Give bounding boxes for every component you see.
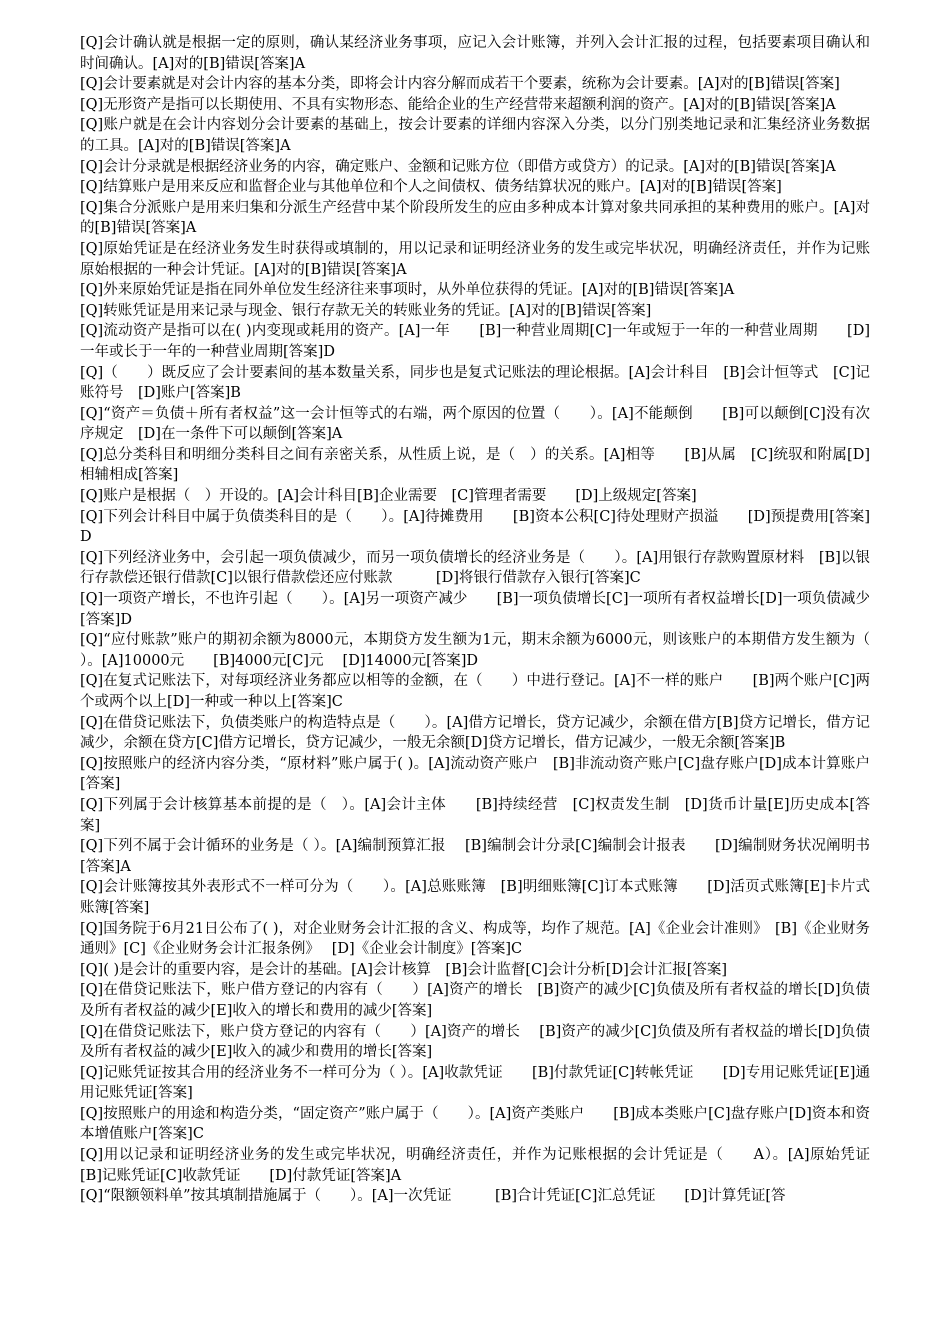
question-paragraph: [Q]会计分录就是根据经济业务的内容，确定账户、金额和记账方位（即借方或贷方）的记录。[A]对的[B]错误[答案]A xyxy=(80,158,836,175)
question-paragraph: [Q]记账凭证按其合用的经济业务不一样可分为（ ）。[A]收款凭证 [B]付款凭证[C]转帐凭证 [D]专用记账凭证[E]通用记账凭证[答案] xyxy=(80,1064,870,1102)
question-paragraph: [Q]按照账户的用途和构造分类，“固定资产”账户属于（ ）。[A]资产类账户 [B]成本类账户[C]盘存账户[D]资本和资本增值账户[答案]C xyxy=(80,1105,870,1143)
question-paragraph: [Q]集合分派账户是用来归集和分派生产经营中某个阶段所发生的应由多种成本计算对象共同承担的某种费用的账户。[A]对的[B]错误[答案]A xyxy=(80,199,870,237)
question-paragraph: [Q]在复式记账法下，对每项经济业务都应以相等的金额，在（ ）中进行登记。[A]不一样的账户 [B]两个账户[C]两个或两个以上[D]一种或一种以上[答案]C xyxy=(80,673,870,710)
question-paragraph: [Q]在借贷记账法下，负债类账户的构造特点是（ ）。[A]借方记增长，贷方记减少，余额在借方[B]贷方记增长，借方记减少，余额在贷方[C]借方记增长，贷方记减少，一般无余额[D]贷方记增长，借方记减少，一般无余额[答案]B xyxy=(80,714,870,752)
question-paragraph: [Q]无形资产是指可以长期使用、不具有实物形态、能给企业的生产经营带来超额利润的资产。[A]对的[B]错误[答案]A xyxy=(80,96,836,113)
question-paragraph: [Q]“资产＝负债＋所有者权益”这一会计恒等式的右端，两个原因的位置（ ）。[A]不能颠倒 [B]可以颠倒[C]没有次序规定 [D]在一条件下可以颠倒[答案]A xyxy=(80,405,870,443)
question-paragraph: [Q]下列会计科目中属于负债类科目的是（ ）。[A]待摊费用 [B]资本公积[C]待处理财产损溢 [D]预提费用[答案]D xyxy=(80,508,870,546)
question-paragraph: [Q]原始凭证是在经济业务发生时获得或填制的，用以记录和证明经济业务的发生或完毕状况，明确经济责任，并作为记账原始根据的一种会计凭证。[A]对的[B]错误[答案]A xyxy=(80,240,870,278)
question-paragraph: [Q]在借贷记账法下，账户借方登记的内容有（ ）[A]资产的增长 [B]资产的减少[C]负债及所有者权益的增长[D]负债及所有者权益的减少[E]收入的增长和费用的减少[答案] xyxy=(80,982,870,1019)
question-paragraph: [Q]在借贷记账法下，账户贷方登记的内容有（ ）[A]资产的增长 [B]资产的减少[C]负债及所有者权益的增长[D]负债及所有者权益的减少[E]收入的减少和费用的增长[答案] xyxy=(80,1023,870,1061)
question-paragraph: [Q]会计要素就是对会计内容的基本分类，即将会计内容分解而成若干个要素，统称为会计要素。[A]对的[B]错误[答案] xyxy=(80,76,840,93)
question-paragraph: [Q]外来原始凭证是指在同外单位发生经济往来事项时，从外单位获得的凭证。[A]对的[B]错误[答案]A xyxy=(80,282,735,299)
question-paragraph: [Q]( )是会计的重要内容，是会计的基础。[A]会计核算 [B]会计监督[C]会计分析[D]会计汇报[答案] xyxy=(80,961,728,978)
question-paragraph: [Q]结算账户是用来反应和监督企业与其他单位和个人之间债权、债务结算状况的账户。[A]对的[B]错误[答案] xyxy=(80,179,782,196)
question-paragraph: [Q]会计账簿按其外表形式不一样可分为（ ）。[A]总账账簿 [B]明细账簿[C]订本式账簿 [D]活页式账簿[E]卡片式账簿[答案] xyxy=(80,879,870,916)
question-paragraph: [Q]用以记录和证明经济业务的发生或完毕状况，明确经济责任，并作为记账根据的会计凭证是（ A）。[A]原始凭证 [B]记账凭证[C]收款凭证 [D]付款凭证[答案]A xyxy=(80,1147,899,1184)
question-paragraph: [Q]下列属于会计核算基本前提的是（ ）。[A]会计主体 [B]持续经营 [C]权责发生制 [D]货币计量[E]历史成本[答案] xyxy=(80,796,870,834)
question-paragraph: [Q]“应付账款”账户的期初余额为8000元，本期贷方发生额为1元，期末余额为6000元，则该账户的本期借方发生额为（ ）。[A]10000元 [B]4000元[C]元 [D]14000元[答案]D xyxy=(80,632,914,669)
document-page xyxy=(80,33,914,1207)
question-paragraph: [Q]按照账户的经济内容分类，“原材料”账户属于( )。[A]流动资产账户 [B]非流动资产账户[C]盘存账户[D]成本计算账户[答案] xyxy=(80,755,870,793)
question-paragraph: [Q]国务院于6月21日公布了( )，对企业财务会计汇报的含义、构成等，均作了规范。[A]《企业会计准则》 [B]《企业财务通则》[C]《企业财务会计汇报条例》 [D]《企业会计制度》[答案]C xyxy=(80,920,870,958)
question-paragraph: [Q]一项资产增长，不也许引起（ ）。[A]另一项资产减少 [B]一项负债增长[C]一项所有者权益增长[D]一项负债减少[答案]D xyxy=(80,591,870,628)
question-paragraph: [Q]（ ）既反应了会计要素间的基本数量关系，同步也是复式记账法的理论根据。[A]会计科目 [B]会计恒等式 [C]记账符号 [D]账户[答案]B xyxy=(80,364,870,402)
question-paragraph: [Q]流动资产是指可以在( )内变现或耗用的资产。[A]一年 [B]一种营业周期[C]一年或短于一年的一种营业周期 [D]一年或长于一年的一种营业周期[答案]D xyxy=(80,323,870,360)
question-paragraph: [Q]下列不属于会计循环的业务是（ ）。[A]编制预算汇报 [B]编制会计分录[C]编制会计报表 [D]编制财务状况阐明书[答案]A xyxy=(80,838,870,875)
question-paragraph: [Q]下列经济业务中，会引起一项负债减少，而另一项负债增长的经济业务是（ ）。[A]用银行存款购置原材料 [B]以银行存款偿还银行借款[C]以银行借款偿还应付账款 [D]将银行借款存入银行[答案]C xyxy=(80,549,870,587)
question-paragraph: [Q]转账凭证是用来记录与现金、银行存款无关的转账业务的凭证。[A]对的[B]错误[答案] xyxy=(80,302,652,319)
question-paragraph: [Q]“限额领料单”按其填制措施属于（ ）。[A]一次凭证 [B]合计凭证[C]汇总凭证 [D]计算凭证[答 xyxy=(80,1188,786,1205)
question-paragraph: [Q]总分类科目和明细分类科目之间有亲密关系，从性质上说，是（ ）的关系。[A]相等 [B]从属 [C]统驭和附属[D]相辅相成[答案] xyxy=(80,446,870,484)
question-paragraph: [Q]会计确认就是根据一定的原则，确认某经济业务事项，应记入会计账簿，并列入会计汇报的过程，包括要素项目确认和时间确认。[A]对的[B]错误[答案]A xyxy=(80,35,870,72)
question-paragraph: [Q]账户就是在会计内容划分会计要素的基础上，按会计要素的详细内容深入分类，以分门别类地记录和汇集经济业务数据的工具。[A]对的[B]错误[答案]A xyxy=(80,117,870,154)
question-paragraph: [Q]账户是根据（ ）开设的。[A]会计科目[B]企业需要 [C]管理者需要 [D]上级规定[答案] xyxy=(80,488,697,505)
